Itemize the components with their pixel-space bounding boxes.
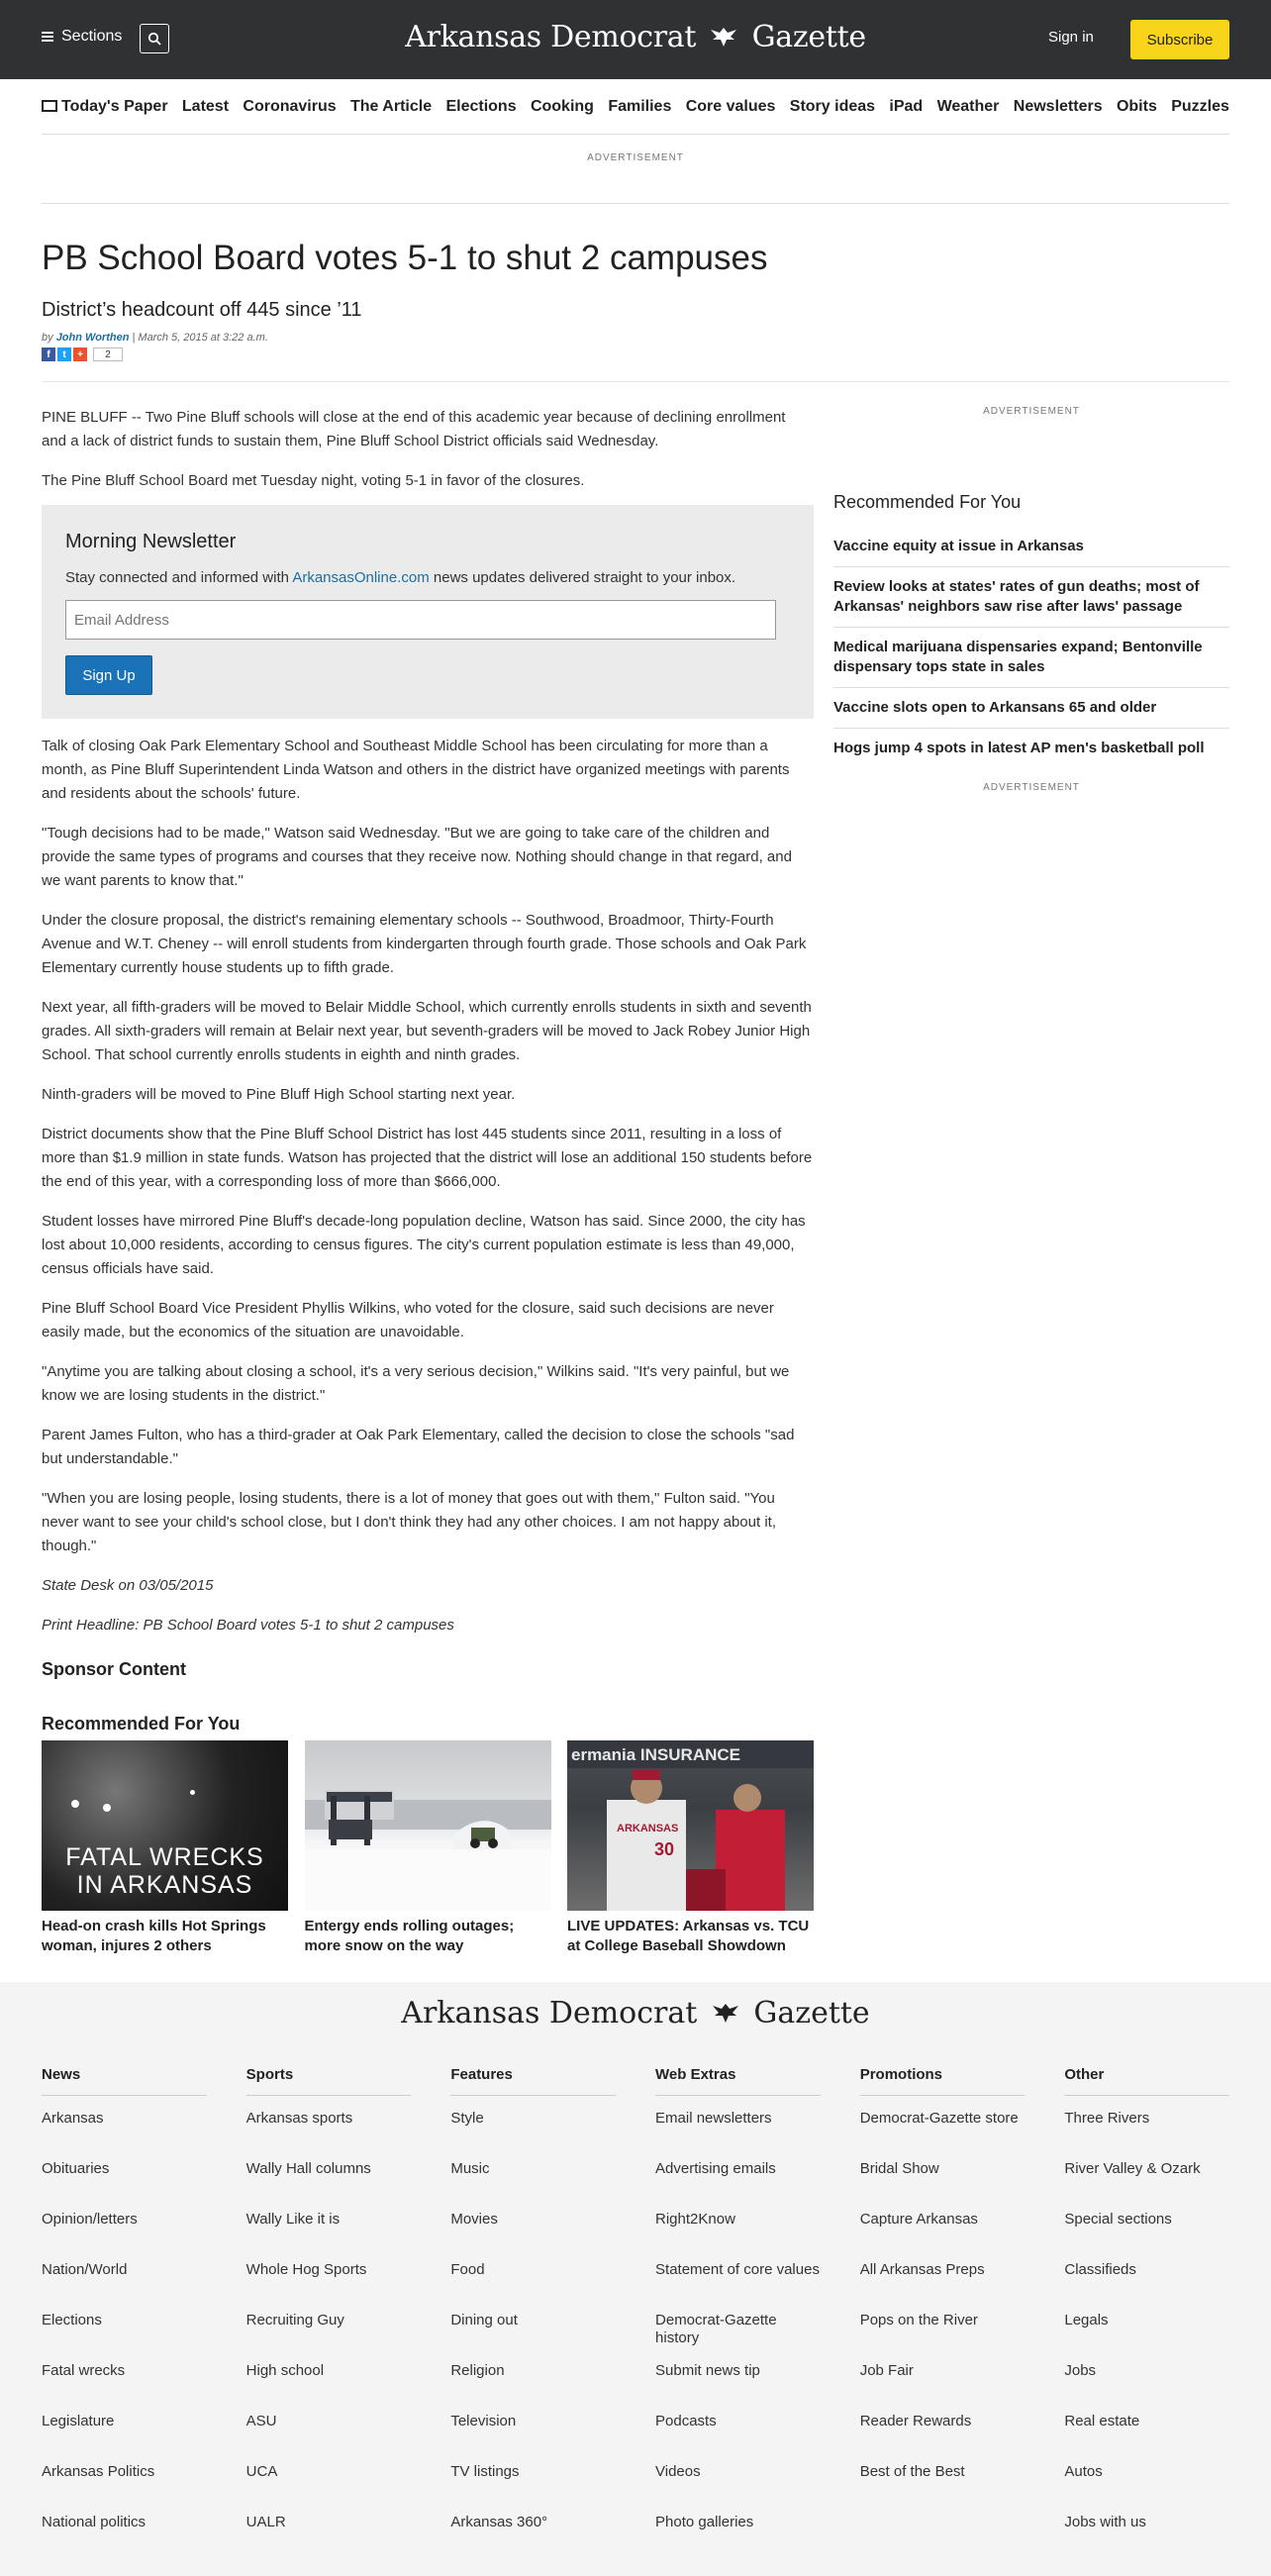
rail-ad-label: ADVERTISEMENT [983, 406, 1080, 417]
footer-link[interactable]: Arkansas sports [245, 2110, 353, 2127]
paragraph: Ninth-graders will be moved to Pine Bluff High School starting next year. [42, 1086, 516, 1103]
footer-link[interactable]: Capture Arkansas [859, 2211, 978, 2228]
facebook-share-icon[interactable]: f [42, 347, 55, 361]
paragraph: PINE BLUFF -- Two Pine Bluff schools will close at the end of this academic year because of declining enrollment and a lack of district funds to sustain them, Pine Bluff School District officials said Wednesday. [42, 409, 786, 449]
sign-in-link[interactable]: Sign in [1048, 29, 1094, 46]
rail-recommended-item[interactable]: Hogs jump 4 spots in latest AP men's basketball poll [833, 740, 1205, 756]
footer-column-features [450, 2066, 616, 2564]
footer-link[interactable]: TV listings [450, 2463, 520, 2480]
footer-link[interactable]: High school [245, 2362, 325, 2379]
email-input[interactable] [65, 600, 776, 640]
paragraph: "Anytime you are talking about closing a school, it's a very serious decision," Wilkins said. "It's very painful, but we know we are losing students in the district." [42, 1363, 790, 1404]
footer-columns [42, 2066, 1229, 2564]
more-share-icon[interactable]: + [73, 347, 87, 361]
newsletter-description: Stay connected and informed with ArkansasOnline.com news updates delivered straight to your inbox. [65, 569, 736, 586]
sign-up-button[interactable]: Sign Up [65, 655, 152, 695]
subscribe-button[interactable]: Subscribe [1130, 20, 1229, 59]
paragraph: District documents show that the Pine Bluff School District has lost 445 students since 2011, resulting in a loss of more than $1.9 million in state funds. Watson has projected that the district will lose an additional 150 students before the end of this year, with a corresponding loss of more than $666,000. [42, 1126, 813, 1190]
snow-scene-illustration [305, 1740, 551, 1911]
baseball-players-image[interactable] [567, 1740, 814, 1911]
footer-link[interactable]: Job Fair [859, 2362, 914, 2379]
nav-cooking[interactable]: Cooking [530, 97, 594, 115]
footer-column-title: Features [450, 2066, 616, 2096]
headlight [103, 1804, 111, 1812]
footer-link[interactable]: UCA [245, 2463, 278, 2480]
footer-link[interactable]: Jobs with us [1064, 2514, 1146, 2530]
card-caption[interactable]: LIVE UPDATES: Arkansas vs. TCU at College Baseball Showdown [567, 1918, 810, 1954]
newsletter-signup [42, 505, 814, 719]
footer-link[interactable]: Podcasts [655, 2413, 717, 2429]
headlight [71, 1800, 79, 1808]
top-advertisement [42, 152, 1229, 204]
eagle-crest-icon [709, 24, 738, 50]
nav-latest[interactable]: Latest [181, 97, 230, 115]
footer-link[interactable]: Fatal wrecks [42, 2362, 126, 2379]
card-caption[interactable]: Head-on crash kills Hot Springs woman, injures 2 others [42, 1918, 266, 1954]
site-header [0, 0, 1271, 79]
eagle-crest-icon [711, 2000, 740, 2026]
arkansasonline-link[interactable]: ArkansasOnline.com [292, 569, 430, 586]
footer-link[interactable]: Democrat-Gazette store [859, 2110, 1019, 2127]
publish-date: March 5, 2015 at 3:22 a.m. [138, 332, 268, 344]
rail-recommended-item[interactable]: Medical marijuana dispensaries expand; Bentonville dispensary tops state in sales [833, 628, 1229, 688]
nav-story-ideas[interactable]: Story ideas [789, 97, 876, 115]
nav-coronavirus[interactable]: Coronavirus [243, 97, 337, 115]
recommended-cards [42, 1740, 814, 1956]
logo-left-text: Arkansas Democrat [405, 20, 697, 54]
rail-recommended-list [833, 527, 1229, 768]
footer-link[interactable]: Arkansas 360° [450, 2514, 548, 2530]
footer-link[interactable]: Advertising emails [655, 2160, 776, 2177]
footer-link[interactable]: All Arkansas Preps [859, 2261, 985, 2278]
desk-note: State Desk on 03/05/2015 [42, 1577, 214, 1594]
nav-obits[interactable]: Obits [1116, 97, 1157, 115]
right-rail [833, 382, 1229, 1956]
footer-column-news [42, 2066, 207, 2564]
author-link[interactable]: John Worthen [55, 332, 130, 344]
card-caption[interactable]: Entergy ends rolling outages; more snow on the way [304, 1918, 515, 1954]
footer-link[interactable]: Reader Rewards [859, 2413, 972, 2429]
recommended-card[interactable] [305, 1740, 551, 1956]
twitter-share-icon[interactable]: t [57, 347, 71, 361]
logo-right-text: Gazette [751, 20, 866, 54]
footer-link[interactable]: UALR [245, 2514, 286, 2530]
nav-ipad[interactable]: iPad [889, 97, 924, 115]
rail-recommended-heading: Recommended For You [833, 492, 1022, 512]
footer-link[interactable]: Arkansas [42, 2110, 104, 2127]
footer-link[interactable]: Classifieds [1064, 2261, 1136, 2278]
footer-column-web-extras [655, 2066, 821, 2564]
nav-puzzles[interactable]: Puzzles [1171, 97, 1229, 115]
footer-column-title: Web Extras [655, 2066, 821, 2096]
nav-the-article[interactable]: The Article [350, 97, 433, 115]
footer-link[interactable]: Nation/World [42, 2261, 128, 2278]
image-overlay-text: FATAL WRECKS IN ARKANSAS [65, 1843, 264, 1899]
footer-column-title: News [42, 2066, 207, 2096]
footer-logo[interactable]: Arkansas Democrat Gazette [401, 1996, 870, 2031]
recommended-card[interactable] [567, 1740, 814, 1956]
footer-link[interactable]: Special sections [1064, 2211, 1172, 2228]
article-headline: PB School Board votes 5-1 to shut 2 campuses [42, 239, 768, 277]
nav-todays-paper[interactable]: Today's Paper [42, 98, 168, 116]
footer-link[interactable]: Pops on the River [859, 2312, 978, 2328]
footer-link[interactable]: Statement of core values [655, 2261, 820, 2278]
banner-text: ermania INSURANCE [571, 1745, 740, 1764]
footer-link[interactable]: Style [450, 2110, 484, 2127]
footer-link[interactable]: ASU [245, 2413, 277, 2429]
footer-link[interactable]: Autos [1064, 2463, 1103, 2480]
footer-link[interactable]: Opinion/letters [42, 2211, 138, 2228]
footer-link[interactable]: Videos [655, 2463, 701, 2480]
footer-link[interactable]: Religion [450, 2362, 505, 2379]
article-body [42, 382, 814, 1956]
paragraph: Student losses have mirrored Pine Bluff's decade-long population decline, Watson has said. Since 2000, the city has lost about 10,000 residents, according to census figures. The city's current population estimate is less than 49,000, census officials have said. [42, 1213, 806, 1277]
footer-link[interactable]: River Valley & Ozark [1064, 2160, 1201, 2177]
footer-column-sports [246, 2066, 412, 2564]
footer-link[interactable]: Best of the Best [859, 2463, 965, 2480]
footer-link[interactable]: Wally Like it is [245, 2211, 341, 2228]
footer-column-title: Promotions [860, 2066, 1026, 2096]
article-header [42, 238, 1229, 361]
paragraph: "Tough decisions had to be made," Watson said Wednesday. "But we are going to take care of the children and provide the same types of programs and courses that they receive now. Nothing should change in that regard, and we want parents to know that." [42, 825, 792, 889]
byline: by John Worthen | March 5, 2015 at 3:22 a.m. [42, 332, 268, 344]
footer-link[interactable]: Movies [450, 2211, 498, 2228]
footer-link[interactable]: Email newsletters [655, 2110, 772, 2127]
nav-core-values[interactable]: Core values [685, 97, 776, 115]
fatal-wrecks-image[interactable] [42, 1740, 288, 1911]
footer-link[interactable]: Three Rivers [1064, 2110, 1150, 2127]
paragraph: Pine Bluff School Board Vice President Phyllis Wilkins, who voted for the closure, said such decisions are never easily made, but the economics of the situation are unavoidable. [42, 1300, 774, 1340]
paragraph: "When you are losing people, losing students, there is a lot of money that goes out with them," Fulton said. "You never want to see your child's school close, but I don't think they had any other choices. I am not happy about it, though." [42, 1490, 776, 1554]
jersey-number: 30 [654, 1839, 675, 1859]
paragraph: Talk of closing Oak Park Elementary School and Southeast Middle School has been circulating for more than a month, as Pine Bluff Superintendent Linda Watson and others in the district have organized meetings with parents and residents about the schools' future. [42, 738, 790, 802]
rail-recommended-item[interactable]: Vaccine equity at issue in Arkansas [833, 527, 1229, 567]
footer-link[interactable]: Television [450, 2413, 517, 2429]
share-count: 2 [93, 347, 123, 361]
snow-scene-image[interactable] [305, 1740, 551, 1911]
footer-link[interactable]: Arkansas Politics [42, 2463, 155, 2480]
footer-link[interactable]: Submit news tip [655, 2362, 760, 2379]
share-bar [42, 347, 1229, 361]
footer-link[interactable]: Music [450, 2160, 490, 2177]
nav-newsletters[interactable]: Newsletters [1013, 97, 1103, 115]
footer-link[interactable]: Wally Hall columns [245, 2160, 371, 2177]
footer-link[interactable]: Legislature [42, 2413, 115, 2429]
nav-weather[interactable]: Weather [936, 97, 1000, 115]
footer-link[interactable]: Real estate [1064, 2413, 1140, 2429]
footer-link[interactable]: Photo galleries [655, 2514, 754, 2530]
main-nav [42, 79, 1229, 135]
sections-label: Sections [61, 28, 123, 45]
paragraph: Parent James Fulton, who has a third-grader at Oak Park Elementary, called the decision to close the schools "sad but understandable." [42, 1427, 795, 1467]
footer-column-title: Other [1064, 2066, 1229, 2096]
headlight [190, 1790, 195, 1795]
paragraph: The Pine Bluff School Board met Tuesday night, voting 5-1 in favor of the closures. [42, 472, 585, 489]
recommended-card[interactable] [42, 1740, 288, 1956]
baseball-players-illustration [567, 1740, 814, 1911]
content-columns [42, 382, 1229, 1956]
recommended-heading: Recommended For You [42, 1714, 241, 1734]
footer-link[interactable]: Bridal Show [859, 2160, 939, 2177]
footer-link[interactable]: Obituaries [42, 2160, 110, 2177]
jersey-text: ARKANSAS [617, 1823, 679, 1834]
nav-families[interactable]: Families [608, 97, 672, 115]
footer-link[interactable]: Elections [42, 2312, 102, 2328]
footer-link[interactable]: Democrat-Gazette history [655, 2312, 777, 2346]
print-headline: Print Headline: PB School Board votes 5-1 to shut 2 campuses [42, 1617, 454, 1634]
rail-recommended-item[interactable]: Review looks at states' rates of gun deaths; most of Arkansas' neighbors saw rise after laws' passage [833, 567, 1229, 628]
footer-link[interactable]: Food [450, 2261, 485, 2278]
article-subhead: District’s headcount off 445 since ’11 [42, 299, 362, 321]
sponsor-content-heading: Sponsor Content [42, 1659, 186, 1679]
footer-column-title: Sports [246, 2066, 412, 2096]
footer-link[interactable]: Jobs [1064, 2362, 1097, 2379]
footer-link[interactable]: Dining out [450, 2312, 518, 2328]
newsletter-title: Morning Newsletter [65, 531, 237, 552]
ad-label: ADVERTISEMENT [587, 152, 684, 163]
footer-link[interactable]: Legals [1064, 2312, 1109, 2328]
rail-ad-label-2: ADVERTISEMENT [983, 782, 1080, 793]
footer-column-promotions [860, 2066, 1026, 2564]
newspaper-icon [42, 100, 57, 112]
rail-recommended-item[interactable]: Vaccine slots open to Arkansans 65 and older [833, 688, 1229, 729]
footer-column-other [1064, 2066, 1229, 2564]
footer-link[interactable]: Recruiting Guy [245, 2312, 344, 2328]
footer-link[interactable]: Whole Hog Sports [245, 2261, 367, 2278]
footer-link[interactable]: Right2Know [655, 2211, 735, 2228]
paragraph: Next year, all fifth-graders will be moved to Belair Middle School, which currently enrolls students in sixth and seventh grades. All sixth-graders will remain at Belair next year, but seventh-graders will be moved to Jack Robey Junior High School. That school currently enrolls students in eighth and ninth grades. [42, 999, 812, 1063]
site-footer [0, 1982, 1271, 2576]
footer-link[interactable]: National politics [42, 2514, 147, 2530]
paragraph: Under the closure proposal, the district's remaining elementary schools -- Southwood, Broadmoor, Thirty-Fourth Avenue and W.T. Cheney -- will enroll students from kindergarten through fourth grade. Those schools and Oak Park Elementary currently house students up to fifth grade. [42, 912, 807, 976]
nav-elections[interactable]: Elections [445, 97, 517, 115]
